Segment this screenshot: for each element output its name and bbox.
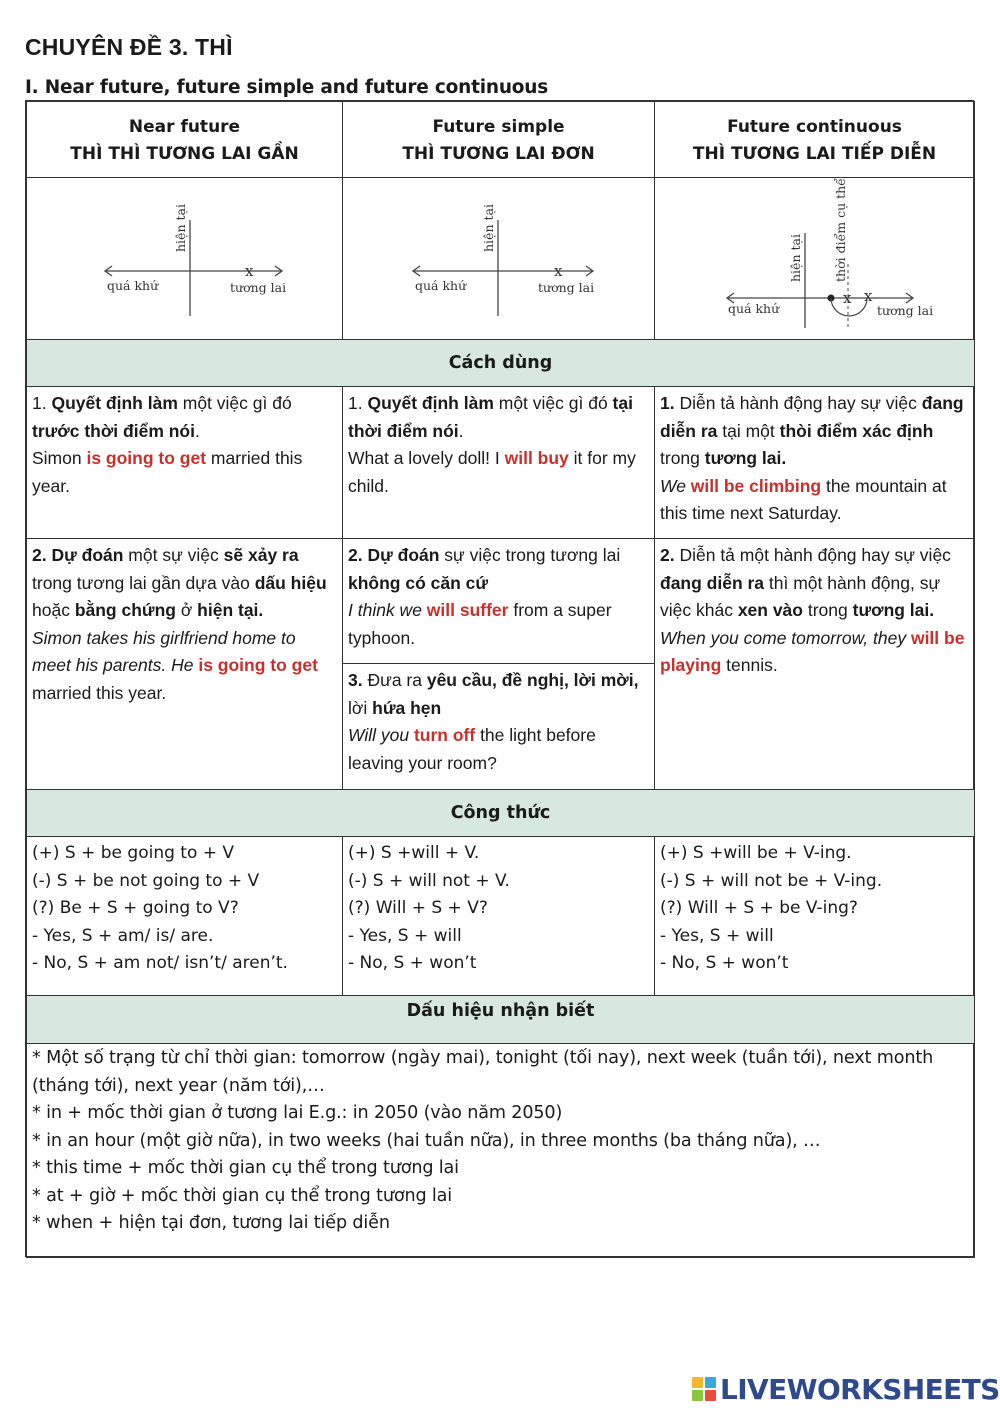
- sign-item: * in + mốc thời gian ở tương lai E.g.: in 2050 (vào năm 2050): [32, 1103, 563, 1123]
- column-header-title: Near future: [128, 117, 241, 137]
- usage-example: When you come tomorrow, they will be playing tennis.: [660, 627, 965, 675]
- formula-line: - No, S + won’t: [348, 953, 477, 973]
- formula-future-simple: [342, 836, 655, 996]
- column-header-subtitle: THÌ TƯƠNG LAI ĐƠN: [402, 144, 595, 164]
- sign-item: * when + hiện tại đơn, tương lai tiếp diễn: [32, 1213, 390, 1233]
- usage-rule: 1. Quyết định làm một việc gì đó tại thời điểm nói.: [348, 393, 633, 441]
- formula-near-future: [26, 836, 343, 996]
- label-past: quá khứ: [728, 301, 780, 316]
- formula-line: - No, S + won’t: [660, 953, 789, 973]
- formula-line: - Yes, S + am/ is/ are.: [32, 925, 214, 946]
- usage-example: Will you turn off the light before leaving your room?: [348, 725, 596, 773]
- formula-line: (-) S + will not be + V-ing.: [660, 870, 883, 891]
- section-heading: I. Near future, future simple and future continuous: [25, 77, 549, 98]
- usage-near-future-2: [26, 538, 343, 790]
- column-header-subtitle: THÌ THÌ TƯƠNG LAI GẦN: [70, 144, 299, 164]
- usage-example: We will be climbing the mountain at this time next Saturday.: [660, 475, 947, 523]
- usage-example: What a lovely doll! I will buy it for my child.: [348, 448, 636, 496]
- formula-line: - No, S + am not/ isn’t/ aren’t.: [32, 953, 288, 973]
- liveworksheets-logo-icon: [692, 1377, 716, 1401]
- formula-line: - Yes, S + will: [660, 925, 774, 946]
- formula-band: Công thức: [26, 789, 975, 837]
- label-future: tương lai: [877, 303, 934, 318]
- usage-rule: 1. Quyết định làm một việc gì đó trước thời điểm nói.: [32, 393, 292, 441]
- timeline-diagram-near-future: [26, 177, 343, 340]
- x-mark: x: [864, 287, 873, 305]
- logo-tile: [705, 1377, 716, 1388]
- label-now: hiện tại: [481, 204, 496, 252]
- formula-line: (-) S + be not going to + V: [32, 870, 260, 891]
- signs-list: [26, 1043, 975, 1258]
- label-now: hiện tại: [788, 234, 803, 282]
- label-specific-time: thời điểm cụ thể: [833, 178, 848, 282]
- usage-example: Simon is going to get married this year.: [32, 448, 303, 496]
- sign-item: * at + giờ + mốc thời gian cụ thể trong tương lai: [32, 1185, 453, 1206]
- column-header-future-continuous: [654, 101, 975, 178]
- label-now: hiện tại: [173, 204, 188, 252]
- usage-example: Simon takes his girlfriend home to meet his parents. He is going to get married this year.: [32, 627, 318, 703]
- logo-tile: [692, 1390, 703, 1401]
- formula-line: (?) Will + S + V?: [348, 898, 488, 918]
- x-mark: x: [843, 289, 852, 307]
- x-mark: x: [245, 262, 254, 280]
- label-future: tương lai: [230, 280, 287, 295]
- formula-line: (?) Be + S + going to V?: [32, 898, 239, 918]
- column-header-future-simple: [342, 101, 655, 178]
- column-header-title: Future continuous: [727, 117, 902, 137]
- timeline-diagram-future-continuous: [654, 177, 975, 340]
- document-title: CHUYÊN ĐỀ 3. THÌ: [25, 34, 233, 60]
- logo-tile: [692, 1377, 703, 1388]
- usage-future-simple-1: [342, 386, 655, 539]
- usage-future-continuous-1: [654, 386, 975, 539]
- usage-band: Cách dùng: [26, 339, 975, 387]
- column-header-near-future: [26, 101, 343, 178]
- logo-tile: [705, 1390, 716, 1401]
- formula-line: (+) S + be going to + V: [32, 843, 235, 863]
- label-past: quá khứ: [415, 278, 467, 293]
- usage-rule: 3. Đưa ra yêu cầu, đề nghị, lời mời, lời hứa hẹn: [348, 670, 639, 718]
- formula-future-continuous: [654, 836, 975, 996]
- usage-near-future-1: [26, 386, 343, 539]
- timeline-diagram-future-simple: [342, 177, 655, 340]
- usage-future-continuous-2: [654, 538, 975, 790]
- sign-item: * in an hour (một giờ nữa), in two weeks (hai tuần nữa), in three months (ba tháng nữa), …: [32, 1130, 821, 1151]
- liveworksheets-logo-text: LIVEWORKSHEETS: [720, 1372, 1000, 1406]
- column-header-subtitle: THÌ TƯƠNG LAI TIẾP DIỄN: [692, 144, 937, 164]
- sign-item: * Một số trạng từ chỉ thời gian: tomorrow (ngày mai), tonight (tối nay), next week (tuần tới), next month (tháng tới), next year (năm tới),…: [32, 1048, 934, 1096]
- usage-rule: 2. Dự đoán một sự việc sẽ xảy ra trong tương lai gần dựa vào dấu hiệu hoặc bằng chứng ở hiện tại.: [32, 545, 327, 620]
- usage-example: I think we will suffer from a super typhoon.: [348, 600, 612, 648]
- usage-future-simple-3: [342, 663, 655, 790]
- signs-band: Dấu hiệu nhận biết: [26, 995, 975, 1044]
- x-mark: x: [554, 262, 563, 280]
- usage-future-simple-2: [342, 538, 655, 664]
- sign-item: * this time + mốc thời gian cụ thể trong tương lai: [32, 1158, 459, 1178]
- formula-line: (?) Will + S + be V-ing?: [660, 898, 858, 918]
- usage-rule: 2. Diễn tả một hành động hay sự việc đang diễn ra thì một hành động, sự việc khác xen vào trong tương lai.: [660, 545, 951, 620]
- usage-rule: 1. Diễn tả hành động hay sự việc đang diễn ra tại một thòi điểm xác định trong tương lai.: [660, 393, 964, 468]
- label-future: tương lai: [538, 280, 595, 295]
- tense-comparison-table: [25, 100, 974, 1257]
- formula-line: (+) S +will + V.: [348, 843, 480, 863]
- formula-line: - Yes, S + will: [348, 925, 462, 946]
- label-past: quá khứ: [107, 278, 159, 293]
- formula-line: (+) S +will be + V-ing.: [660, 843, 852, 863]
- column-header-title: Future simple: [432, 117, 565, 137]
- formula-line: (-) S + will not + V.: [348, 870, 510, 891]
- liveworksheets-logo: [692, 1372, 1000, 1406]
- usage-rule: 2. Dự đoán sự việc trong tương lai không có căn cứ: [348, 545, 621, 593]
